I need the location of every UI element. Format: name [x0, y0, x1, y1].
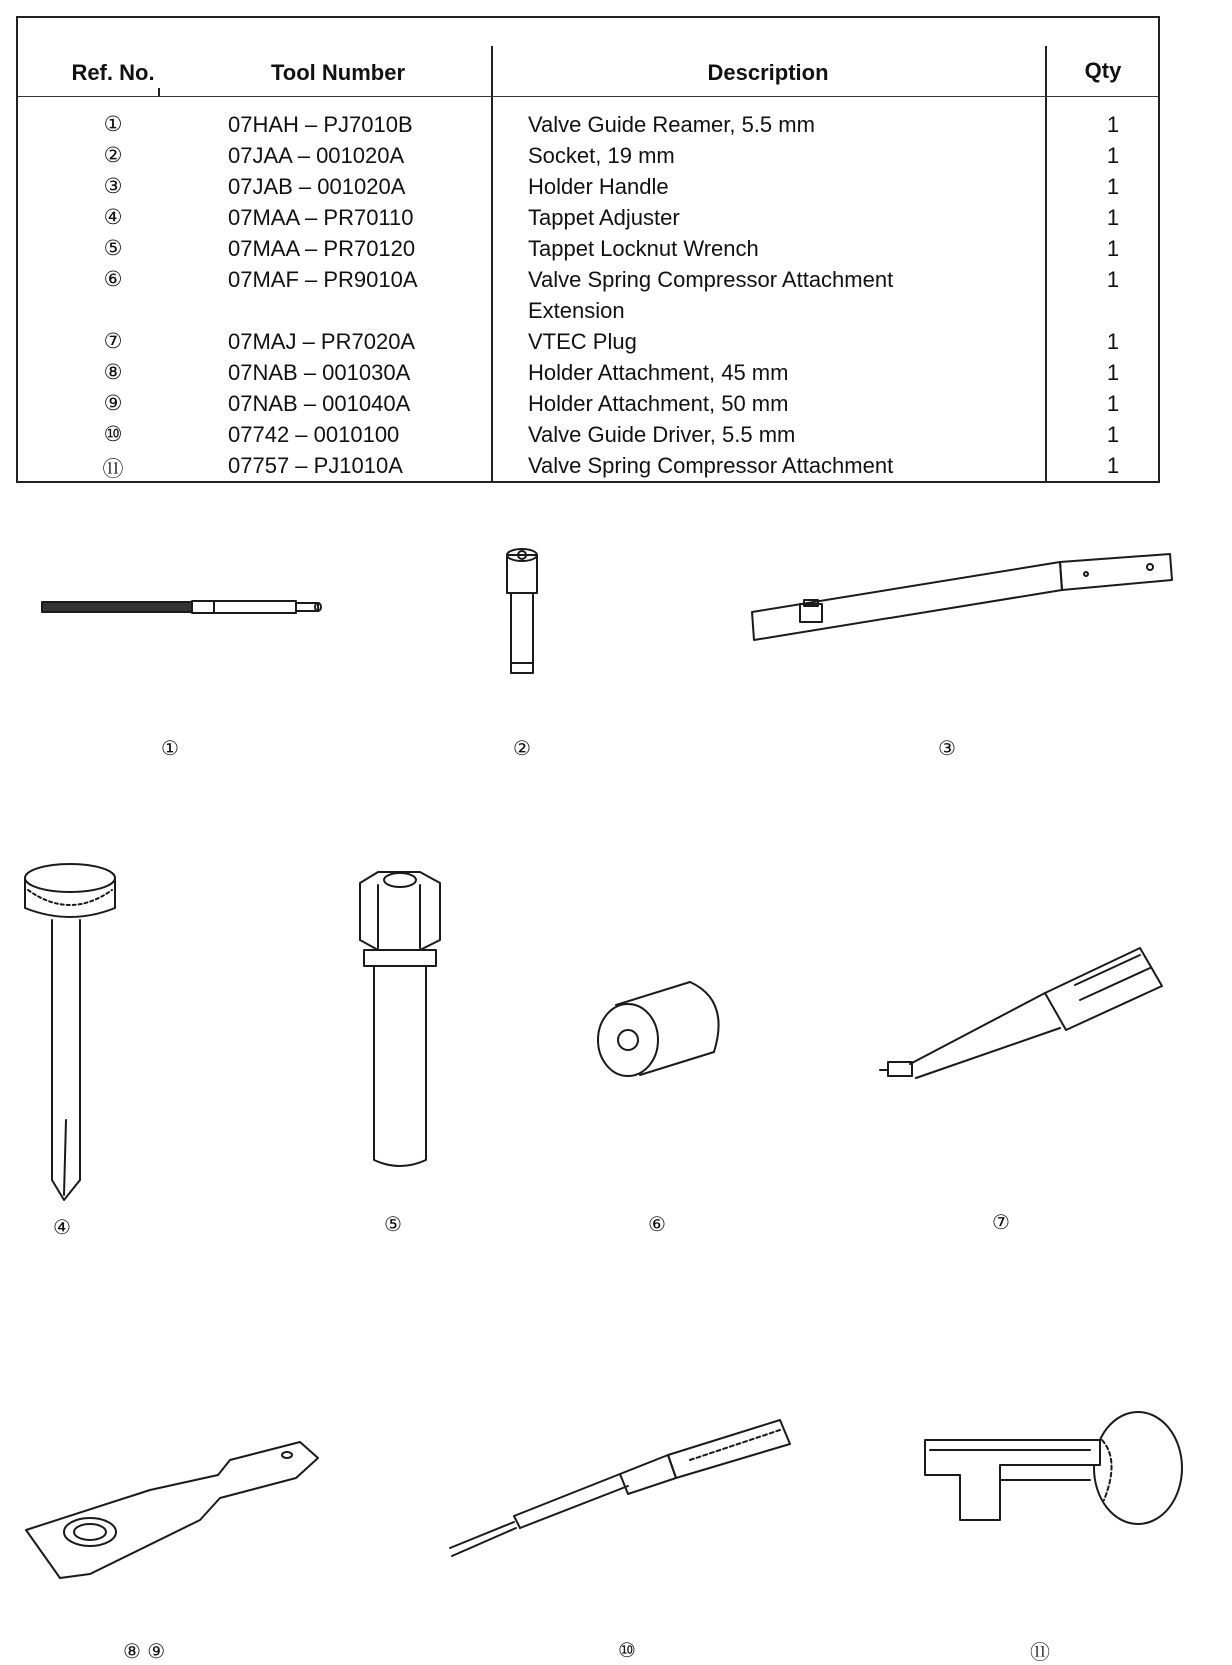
- tool-description: Holder Attachment, 50 mm: [528, 391, 789, 416]
- figure-label-7: ⑦: [992, 1210, 1010, 1234]
- ref-number: ⑪: [102, 457, 124, 481]
- tool-number: 07JAA – 001020A: [228, 143, 405, 168]
- tool-qty: 1: [1106, 422, 1120, 447]
- ref-number: ⑤: [103, 236, 123, 260]
- tool-qty: 1: [1106, 329, 1120, 354]
- tool-description: Valve Guide Reamer, 5.5 mm: [528, 112, 815, 137]
- tool-description: VTEC Plug: [528, 329, 637, 354]
- tool-number: 07HAH – PJ7010B: [228, 112, 413, 137]
- holder-handle-drawing: [752, 554, 1172, 640]
- tool-qty: 1: [1106, 205, 1120, 230]
- header-description: Description: [707, 60, 829, 85]
- ref-number: ⑨: [103, 391, 123, 415]
- ref-number: ⑦: [103, 329, 123, 353]
- tool-description: Valve Spring Compressor Attachment: [528, 453, 894, 478]
- tool-description: Valve Spring Compressor Attachment: [528, 267, 894, 292]
- tool-description: Tappet Adjuster: [528, 205, 680, 230]
- tool-description: Tappet Locknut Wrench: [528, 236, 759, 261]
- tool-description: Holder Attachment, 45 mm: [528, 360, 789, 385]
- tool-qty: 1: [1106, 143, 1120, 168]
- figure-label-10: ⑩: [618, 1638, 636, 1662]
- ref-number: ⑧: [103, 360, 123, 384]
- figure-label-6: ⑥: [648, 1212, 666, 1236]
- ref-number: ⑩: [103, 422, 123, 446]
- figure-label-3: ③: [938, 736, 956, 760]
- figure-label-8-9: ⑧ ⑨: [123, 1639, 166, 1663]
- figure-label-5: ⑤: [384, 1212, 402, 1236]
- vtec-plug-drawing: [880, 948, 1162, 1078]
- header-qty: Qty: [1084, 58, 1122, 83]
- tool-qty: 1: [1106, 391, 1120, 416]
- ref-number: ⑥: [103, 267, 123, 291]
- holder-attachment-drawing: [26, 1442, 318, 1578]
- tool-number: 07742 – 0010100: [228, 422, 400, 447]
- tool-qty: 1: [1106, 453, 1120, 478]
- header-ref-no: Ref. No.: [71, 60, 155, 85]
- tool-number: 07MAA – PR70110: [228, 205, 414, 230]
- tappet-locknut-wrench-drawing: [360, 872, 440, 1166]
- tool-number: 07757 – PJ1010A: [228, 453, 403, 478]
- figure-label-1: ①: [161, 736, 179, 760]
- tool-qty: 1: [1106, 236, 1120, 261]
- figure-label-4: ④: [53, 1215, 71, 1239]
- figure-label-11: ⑪: [1030, 1640, 1050, 1664]
- socket-drawing: [507, 549, 537, 673]
- compressor-extension-drawing: [598, 982, 719, 1076]
- ref-number: ④: [103, 205, 123, 229]
- tool-number: 07MAJ – PR7020A: [228, 329, 416, 354]
- tool-qty: 1: [1106, 267, 1120, 292]
- tool-number: 07MAA – PR70120: [228, 236, 416, 261]
- tool-qty: 1: [1106, 360, 1120, 385]
- tool-description: Holder Handle: [528, 174, 669, 199]
- tool-number: 07NAB – 001040A: [228, 391, 411, 416]
- tool-number: 07NAB – 001030A: [228, 360, 411, 385]
- header-tool-number: Tool Number: [270, 60, 406, 85]
- tool-number: 07MAF – PR9010A: [228, 267, 418, 292]
- spring-compressor-attachment-drawing: [925, 1412, 1182, 1524]
- tool-number: 07JAB – 001020A: [228, 174, 406, 199]
- valve-guide-driver-drawing: [450, 1420, 790, 1556]
- tappet-adjuster-drawing: [25, 864, 115, 1200]
- tool-description: Extension: [528, 298, 625, 323]
- tool-description: Valve Guide Driver, 5.5 mm: [528, 422, 796, 447]
- figure-label-2: ②: [513, 736, 531, 760]
- tool-qty: 1: [1106, 174, 1120, 199]
- ref-number: ①: [103, 112, 123, 136]
- tool-description: Socket, 19 mm: [528, 143, 675, 168]
- tool-qty: 1: [1106, 112, 1120, 137]
- ref-number: ②: [103, 143, 123, 167]
- ref-number: ③: [103, 174, 123, 198]
- valve-guide-reamer-drawing: [42, 601, 321, 613]
